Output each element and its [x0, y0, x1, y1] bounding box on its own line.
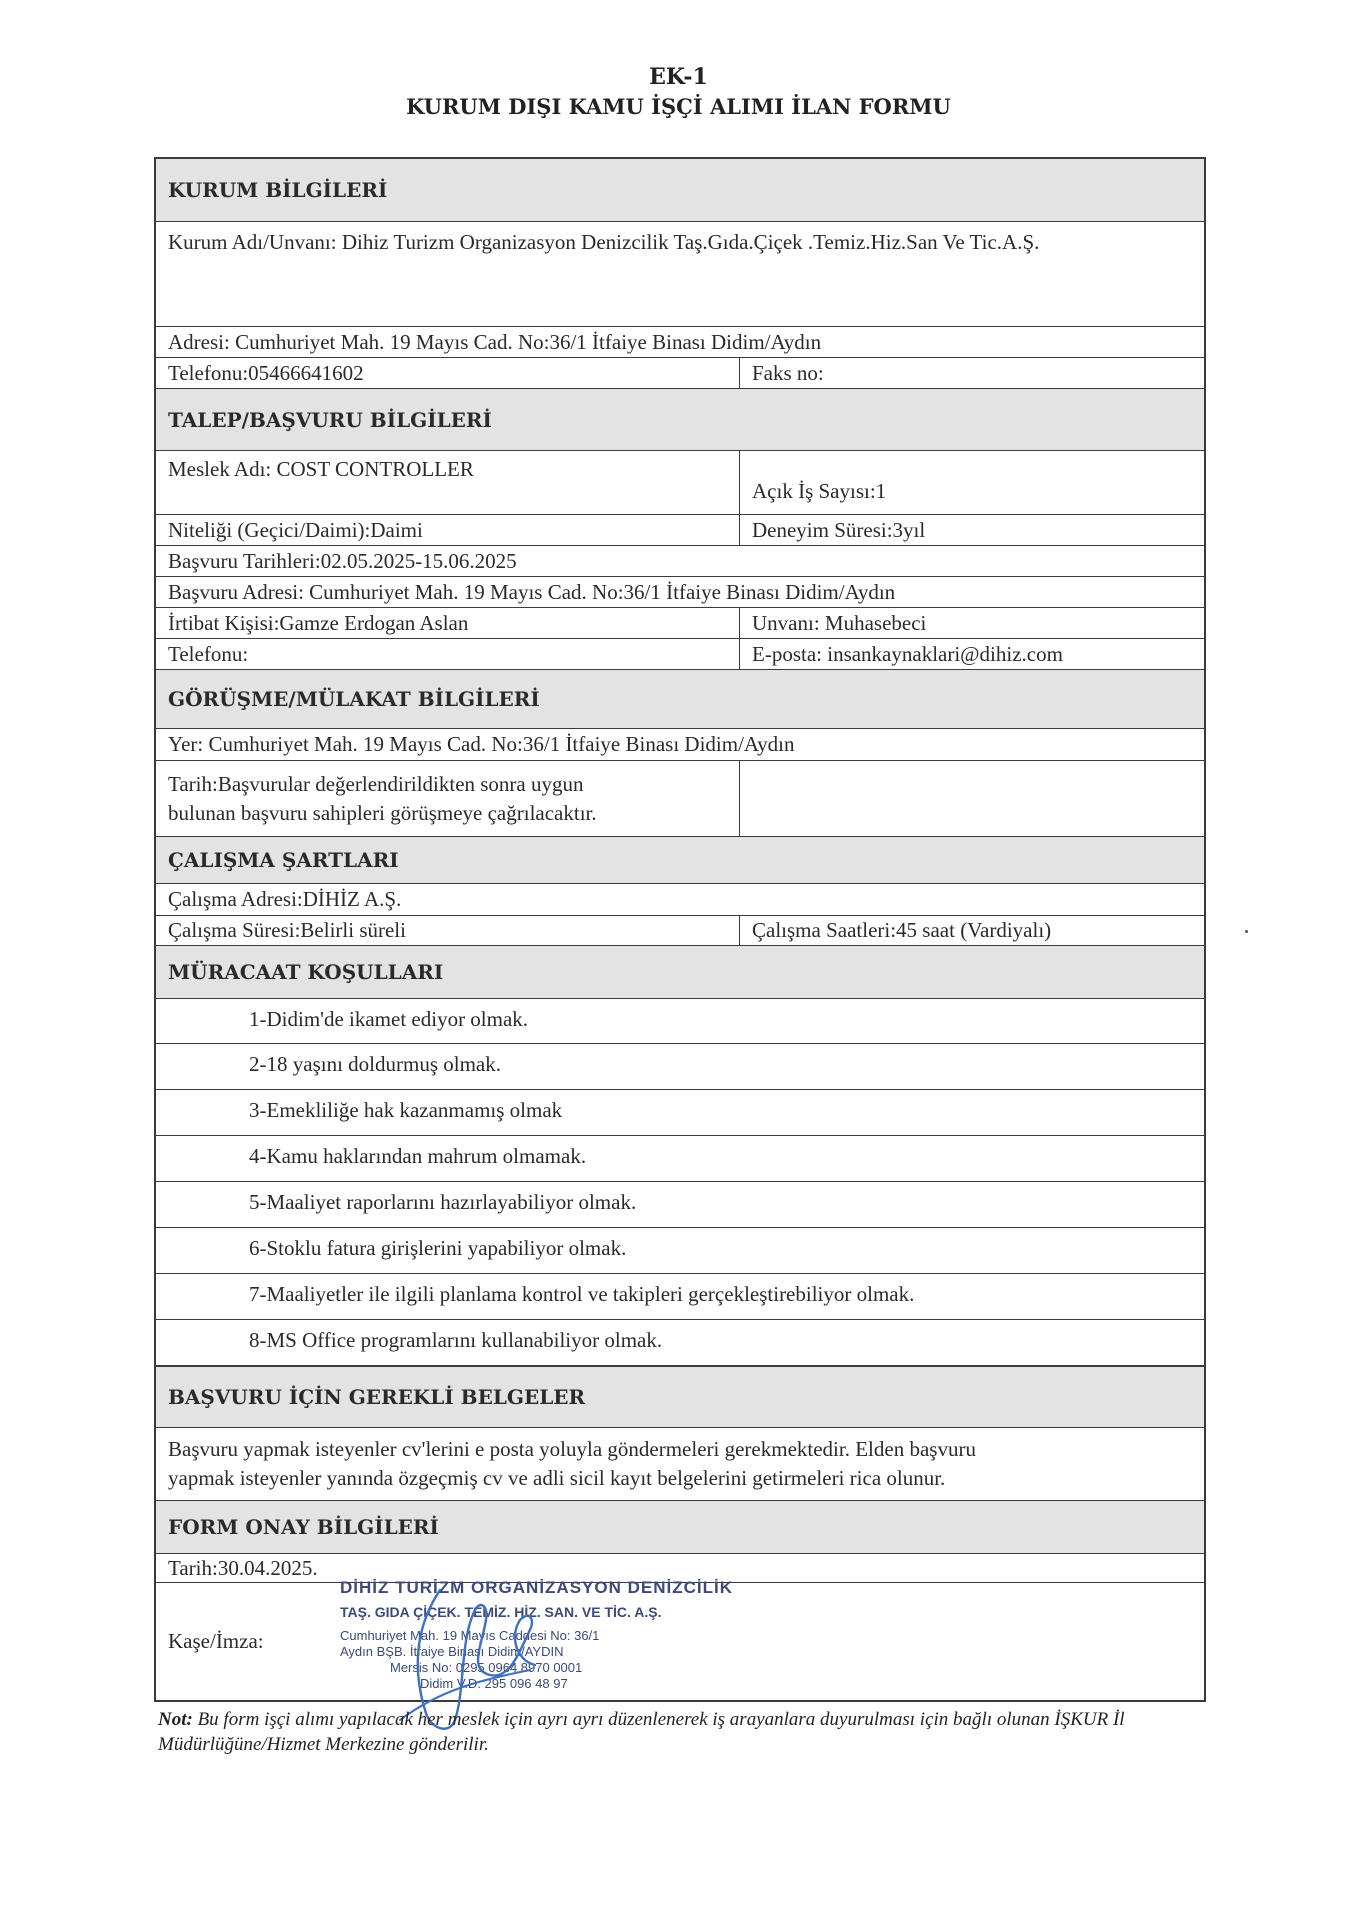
stamp-label: Kaşe/İmza:: [168, 1629, 264, 1653]
contact-email: E-posta: insankaynaklari@dihiz.com: [752, 641, 1063, 666]
row-profession: [156, 451, 1204, 515]
note-text: Bu form işçi alımı yapılacak her meslek için ayrı ayrı düzenlenerek iş arayanlara duyurulması için bağlı olunan İŞKUR İl Müdürlüğüne/Hizmet Merkezine gönderilir.: [158, 1709, 1125, 1755]
condition-item: 1-Didim'de ikamet ediyor olmak.: [249, 1007, 529, 1031]
stamp-line-mersis: Mersis No: 0295 0964 8970 0001: [390, 1660, 583, 1675]
kurum-fax: Faks no:: [752, 360, 824, 385]
section-onay: [156, 1501, 1204, 1554]
openings: Açık İş Sayısı:1: [752, 479, 887, 503]
condition-item: 7-Maaliyetler ile ilgili planlama kontrol ve takipleri gerçekleştirebiliyor olmak.: [249, 1282, 915, 1306]
experience: Deneyim Süresi:3yıl: [752, 517, 926, 542]
section-talep-title: TALEP/BAŞVURU BİLGİLERİ: [168, 407, 492, 432]
row-interview-date: [156, 761, 1204, 837]
section-talep: [156, 389, 1204, 451]
stamp-line-company: DİHİZ TURİZM ORGANİZASYON DENİZCİLİK: [340, 1578, 733, 1597]
section-kurum: [156, 159, 1204, 222]
application-form: [154, 157, 1206, 1702]
row-interview-place: [156, 729, 1204, 761]
condition-row: [156, 1136, 1204, 1182]
scan-speck: [1245, 930, 1248, 933]
row-nature: [156, 515, 1204, 546]
row-kurum-phone: [156, 358, 1204, 389]
work-hours: Çalışma Saatleri:45 saat (Vardiyalı): [752, 918, 1052, 942]
interview-date-line1: Tarih:Başvurular değerlendirildikten sonra uygun: [168, 771, 584, 796]
row-kurum-address: [156, 327, 1204, 358]
work-duration: Çalışma Süresi:Belirli süreli: [156, 916, 740, 945]
condition-item: 6-Stoklu fatura girişlerini yapabiliyor olmak.: [249, 1236, 627, 1260]
section-muracaat-title: MÜRACAAT KOŞULLARI: [168, 960, 444, 984]
profession: Meslek Adı: COST CONTROLLER: [156, 451, 740, 514]
row-kurum-name: [156, 222, 1204, 327]
documents-line2: yapmak isteyenler yanında özgeçmiş cv ve adli sicil kayıt belgelerini getirmeleri rica olunur.: [168, 1466, 946, 1490]
kurum-phone: Telefonu:05466641602: [156, 358, 740, 388]
stamp-line-taxoffice: Didim V.D. 295 096 48 97: [420, 1676, 568, 1691]
condition-item: 2-18 yaşını doldurmuş olmak.: [249, 1052, 501, 1076]
condition-item: 8-MS Office programlarını kullanabiliyor olmak.: [249, 1328, 663, 1352]
footer-note: [158, 1707, 1218, 1757]
section-gorusme-title: GÖRÜŞME/MÜLAKAT BİLGİLERİ: [168, 687, 540, 711]
nature: Niteliği (Geçici/Daimi):Daimi: [156, 515, 740, 545]
row-work-duration: [156, 916, 1204, 946]
documents-line1: Başvuru yapmak isteyenler cv'lerini e posta yoluyla göndermeleri gerekmektedir. Elden başvuru: [168, 1437, 976, 1461]
condition-row: [156, 999, 1204, 1044]
contact-person: İrtibat Kişisi:Gamze Erdogan Aslan: [156, 608, 740, 638]
contact-title: Unvanı: Muhasebeci: [752, 610, 927, 635]
row-documents: [156, 1428, 1204, 1501]
condition-item: 4-Kamu haklarından mahrum olmamak.: [249, 1144, 587, 1168]
section-calisma: [156, 837, 1204, 884]
condition-item: 3-Emekliliğe hak kazanmamış olmak: [249, 1098, 563, 1122]
kurum-name: Kurum Adı/Unvanı: Dihiz Turizm Organizasyon Denizcilik Taş.Gıda.Çiçek .Temiz.Hiz.San Ve Tic.A.Ş.: [168, 230, 1040, 254]
condition-row: [156, 1044, 1204, 1090]
condition-row: [156, 1274, 1204, 1320]
annex-label: EK-1: [649, 64, 708, 90]
section-belgeler: [156, 1366, 1204, 1428]
application-address: Başvuru Adresi: Cumhuriyet Mah. 19 Mayıs Cad. No:36/1 İtfaiye Binası Didim/Aydın: [168, 579, 896, 604]
stamp-line-city: Aydın BŞB. İtfaiye Binası Didim/AYDIN: [340, 1644, 564, 1659]
stamp-line-address: Cumhuriyet Mah. 19 Mayıs Caddesi No: 36/1: [340, 1628, 600, 1643]
row-dates: [156, 546, 1204, 577]
section-gorusme: [156, 670, 1204, 729]
section-belgeler-title: BAŞVURU İÇİN GEREKLİ BELGELER: [168, 1385, 586, 1409]
section-kurum-title: KURUM BİLGİLERİ: [168, 178, 388, 202]
kurum-address: Adresi: Cumhuriyet Mah. 19 Mayıs Cad. No:36/1 İtfaiye Binası Didim/Aydın: [168, 329, 822, 354]
row-app-address: [156, 577, 1204, 608]
condition-item: 5-Maaliyet raporlarını hazırlayabiliyor olmak.: [249, 1190, 637, 1214]
contact-phone: Telefonu:: [156, 639, 740, 669]
section-calisma-title: ÇALIŞMA ŞARTLARI: [168, 848, 399, 872]
section-muracaat: [156, 946, 1204, 999]
form-title: KURUM DIŞI KAMU İŞÇİ ALIMI İLAN FORMU: [406, 94, 951, 119]
documents-text: [156, 1428, 1204, 1500]
interview-date-empty: [740, 761, 1204, 836]
interview-date-line2: bulunan başvuru sahipleri görüşmeye çağrılacaktır.: [168, 800, 597, 825]
stamp-line-activity: TAŞ. GIDA ÇİÇEK. TEMİZ. HİZ. SAN. VE TİC. A.Ş.: [340, 1604, 662, 1620]
interview-place: Yer: Cumhuriyet Mah. 19 Mayıs Cad. No:36/1 İtfaiye Binası Didim/Aydın: [168, 732, 795, 756]
condition-row: [156, 1320, 1204, 1366]
condition-row: [156, 1182, 1204, 1228]
row-contact-phone: [156, 639, 1204, 670]
row-work-address: [156, 884, 1204, 916]
condition-row: [156, 1228, 1204, 1274]
row-contact: [156, 608, 1204, 639]
application-dates: Başvuru Tarihleri:02.05.2025-15.06.2025: [168, 548, 517, 573]
form-date: Tarih:30.04.2025.: [168, 1555, 318, 1580]
note-label: Not:: [158, 1709, 193, 1730]
condition-row: [156, 1090, 1204, 1136]
form-header: [0, 62, 1357, 122]
interview-date: [156, 761, 740, 836]
section-onay-title: FORM ONAY BİLGİLERİ: [168, 1515, 439, 1539]
work-address: Çalışma Adresi:DİHİZ A.Ş.: [168, 887, 402, 911]
